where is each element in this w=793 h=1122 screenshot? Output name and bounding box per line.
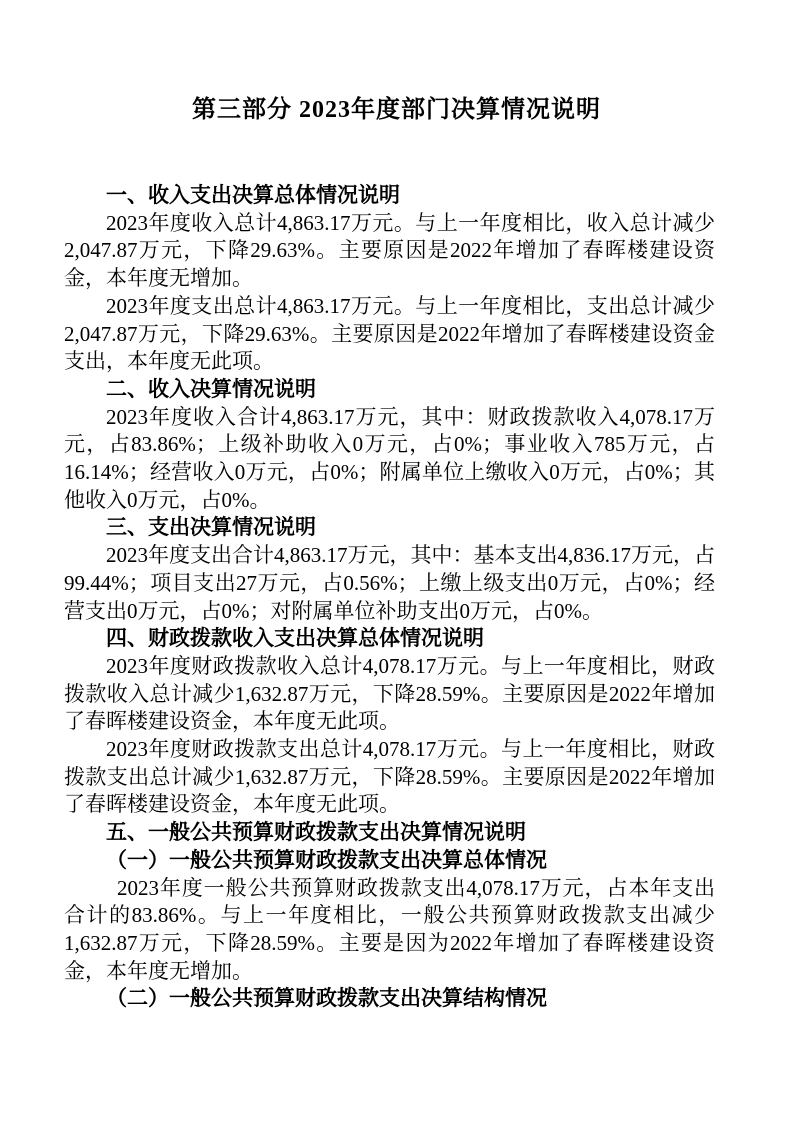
subsection-heading-public-budget-structure: （二）一般公共预算财政拨款支出决算结构情况 <box>106 987 547 1011</box>
section-heading-income-expenditure-overview: 一、收入支出决算总体情况说明 <box>106 184 400 207</box>
document-title: 第三部分 2023年度部门决算情况说明 <box>192 97 601 123</box>
section-heading-expenditure-accounts: 三、支出决算情况说明 <box>106 516 316 540</box>
paragraph-expenditure-breakdown: 2023年度支出合计4,863.17万元，其中：基本支出4,836.17万元，占99.44%；项目支出27万元，占0.56%；上缴上级支出0万元，占0%；经营支出0万元，占0%；对附属单位补助支出0万元，占0%。 <box>64 543 715 623</box>
paragraph-fiscal-income: 2023年度财政拨款收入总计4,078.17万元。与上一年度相比，财政拨款收入总计减少1,632.87万元，下降28.59%。主要原因是2022年增加了春晖楼建设资金，本年度无此项。 <box>64 653 715 734</box>
section-heading-income-accounts: 二、收入决算情况说明 <box>106 377 316 401</box>
paragraph-total-expenditure: 2023年度支出总计4,863.17万元。与上一年度相比，支出总计减少2,047.87万元，下降29.63%。主要原因是2022年增加了春晖楼建设资金支出，本年度无此项。 <box>64 293 715 374</box>
section-heading-fiscal-appropriation-overview: 四、财政拨款收入支出决算总体情况说明 <box>106 627 484 651</box>
document-body <box>0 182 793 1013</box>
subsection-heading-public-budget-overall: （一）一般公共预算财政拨款支出决算总体情况 <box>106 848 547 872</box>
section-heading-public-budget-expenditure: 五、一般公共预算财政拨款支出决算情况说明 <box>106 821 526 845</box>
paragraph-public-budget-expenditure: 2023年度一般公共预算财政拨款支出4,078.17万元，占本年支出合计的83.86%。与上一年度相比，一般公共预算财政拨款支出减少1,632.87万元，下降28.59%。主要是因为2022年增加了春晖楼建设资金，本年度无增加。 <box>64 875 715 983</box>
paragraph-total-income: 2023年度收入总计4,863.17万元。与上一年度相比，收入总计减少2,047.87万元，下降29.63%。主要原因是2022年增加了春晖楼建设资金，本年度无增加。 <box>64 210 715 291</box>
paragraph-income-breakdown: 2023年度收入合计4,863.17万元，其中：财政拨款收入4,078.17万元，占83.86%；上级补助收入0万元，占0%；事业收入785万元，占16.14%；经营收入0万元，占0%；附属单位上缴收入0万元，占0%；其他收入0万元，占0%。 <box>64 404 715 512</box>
paragraph-fiscal-expenditure: 2023年度财政拨款支出总计4,078.17万元。与上一年度相比，财政拨款支出总计减少1,632.87万元，下降28.59%。主要原因是2022年增加了春晖楼建设资金，本年度无此项。 <box>64 737 715 817</box>
